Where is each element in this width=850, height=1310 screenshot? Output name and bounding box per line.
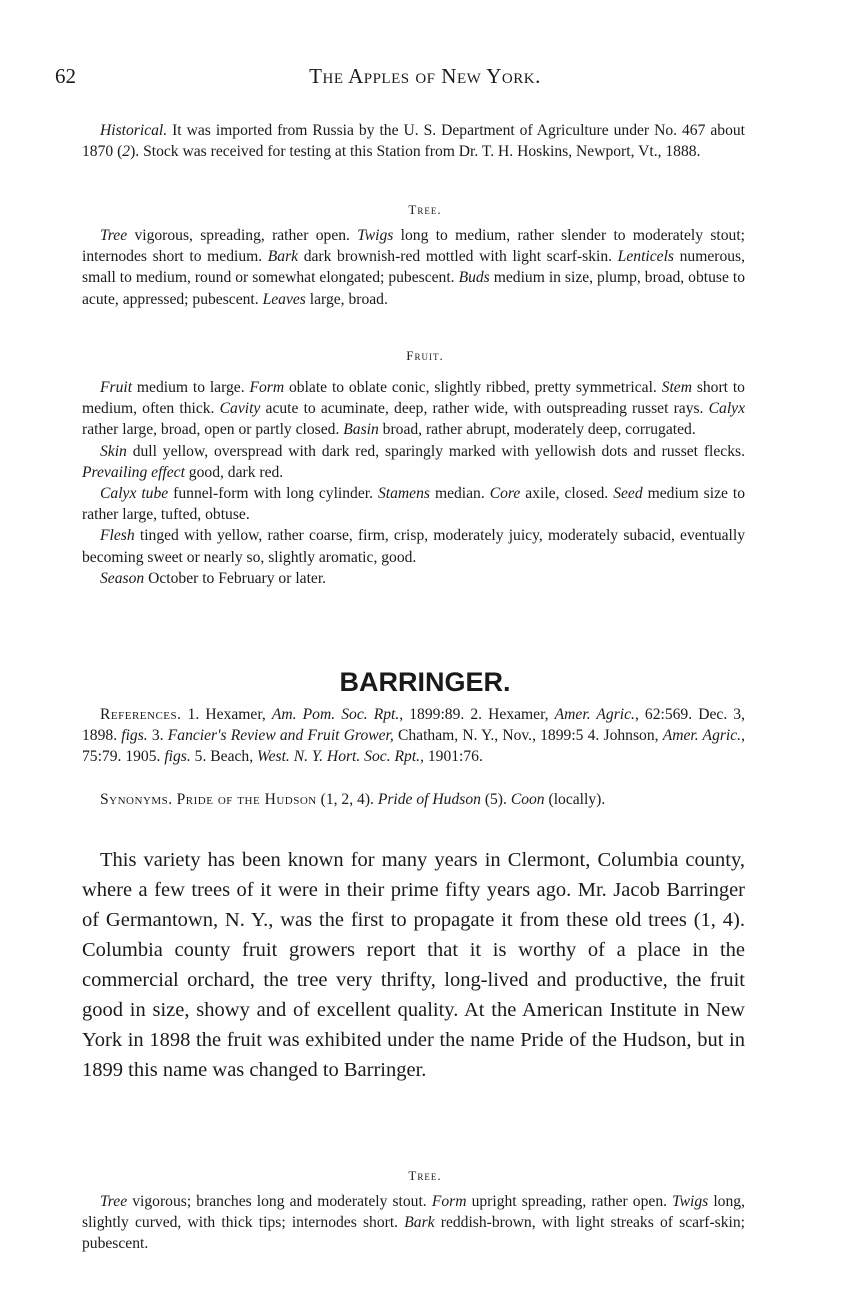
description-paragraph: This variety has been known for many years in Clermont, Columbia county, where a few trees of it were in their prime fifty years ago. Mr. Jacob Barringer of Germantown, N. Y., was the first to propagate it from these old trees (1, 4). Columbia county fruit growers report that it is worthy of a place in the commercial orchard, the tree very thrifty, long-lived and productive, the fruit good in size, showy and of excellent quality. At the American Institute in New York in 1898 the fruit was exhibited under the name Pride of the Hudson, but in 1899 this name was changed to Barringer. [82, 849, 745, 1081]
italic-term: Fancier's Review and Fruit Grower, [167, 727, 394, 745]
italic-term: Basin [343, 421, 379, 439]
page-number: 62 [55, 64, 76, 88]
text-run: vigorous, spreading, rather open. [127, 227, 358, 244]
italic-term: Bark [404, 1214, 435, 1232]
tree-paragraph [82, 225, 745, 310]
italic-term: Lenticels [617, 248, 674, 266]
historical-paragraph [82, 120, 745, 162]
variety-title: BARRINGER. [339, 667, 511, 697]
text-run: funnel-form with long cylinder. [168, 485, 378, 503]
text-run: , 1901:76. [420, 748, 483, 766]
tree-heading-2: Tree. [408, 1168, 442, 1183]
italic-term: Form [431, 1193, 467, 1210]
italic-term: Tree [100, 227, 128, 244]
italic-term: Amer. Agric. [554, 706, 635, 723]
text-run: acute to acuminate, deep, rather wide, with outspreading russet rays. [260, 400, 709, 418]
text-run: upright spreading, rather open. [466, 1193, 673, 1210]
italic-term: Stamens [377, 485, 430, 503]
italic-term: Twigs [672, 1193, 709, 1210]
italic-term: Bark [267, 248, 299, 266]
italic-term: Seed [613, 485, 643, 503]
text-run: short to medium, often thick. [82, 379, 745, 418]
text-run: , 75:79. 1905. [82, 727, 745, 766]
text-run: long to medium, rather slender to moderately stout; internodes short to medium. [82, 227, 745, 266]
text-run: vigorous; branches long and moderately stout. [127, 1193, 432, 1210]
italic-term: Skin [100, 442, 127, 460]
text-run: (1, 2, 4). [316, 791, 378, 808]
text-run: Chatham, N. Y., Nov., 1899:5 4. Johnson, [393, 727, 663, 745]
text-run: axile, closed. [520, 485, 614, 503]
italic-term: Buds [458, 269, 490, 287]
text-run: (locally). [544, 791, 606, 808]
text-run: reddish-brown, with light streaks of scarf-skin; pubescent. [82, 1214, 745, 1253]
text-run: medium size to rather large, tufted, obtuse. [82, 485, 746, 524]
fruit-paragraph [82, 525, 745, 567]
text-run: tinged with yellow, rather coarse, firm, crisp, moderately juicy, moderately subacid, eventually becoming sweet or nearly so, slightly aromatic, good. [82, 527, 745, 566]
text-run: It was imported from Russia by the U. S. Department of Agriculture under No. 467 about 1870 ( [82, 122, 745, 161]
text-run: median. [429, 485, 490, 503]
tree-heading: Tree. [408, 202, 442, 217]
italic-term: Stem [661, 379, 692, 396]
fruit-paragraph [82, 377, 745, 441]
small-caps-term: References. [100, 706, 182, 723]
italic-term: Calyx tube [100, 485, 169, 503]
text-run: ). Stock was received for testing at this Station from Dr. T. H. Hoskins, Newport, Vt., 1888. [130, 143, 701, 161]
text-run: 1. Hexamer, [181, 706, 272, 723]
running-title: The Apples of New York. [309, 64, 541, 88]
text-run: medium in size, plump, broad, obtuse to acute, appressed; pubescent. [82, 269, 745, 308]
italic-term: Historical. [100, 122, 168, 139]
italic-term: 2 [122, 143, 131, 161]
text-run: , 62:569. Dec. 3, 1898. [82, 706, 745, 745]
italic-term: Form [249, 379, 285, 396]
italic-term: Calyx [708, 400, 746, 418]
text-run: , 1899:89. 2. Hexamer, [399, 706, 555, 723]
references-paragraph [82, 704, 745, 768]
italic-term: Cavity [219, 400, 261, 418]
italic-term: Amer. Agric. [662, 727, 742, 745]
italic-term: West. N. Y. Hort. Soc. Rpt. [257, 748, 421, 766]
italic-term: Leaves [262, 290, 306, 308]
text-run: broad, rather abrupt, moderately deep, corrugated. [378, 421, 696, 439]
small-caps-term: Pride of the Hudson [176, 791, 317, 808]
italic-term: Core [489, 485, 521, 503]
italic-term: figs. [164, 748, 191, 766]
text-run: 3. [147, 727, 168, 745]
text-run: large, broad. [305, 290, 388, 308]
fruit-paragraph [82, 483, 745, 525]
text-run: October to February or later. [144, 569, 327, 587]
italic-term: Fruit [100, 379, 133, 396]
italic-term: Coon [510, 791, 545, 808]
italic-term: Flesh [100, 527, 135, 545]
text-run: rather large, broad, open or partly closed. [82, 421, 344, 439]
text-run: 5. Beach, [190, 748, 258, 766]
italic-term: figs. [121, 727, 148, 745]
text-run: oblate to oblate conic, slightly ribbed, pretty symmetrical. [284, 379, 662, 396]
small-caps-term: Synonyms. [100, 791, 173, 808]
synonyms-paragraph [82, 789, 745, 810]
fruit-paragraph [82, 568, 745, 589]
text-run: good, dark red. [184, 463, 284, 481]
italic-term: Pride of Hudson [377, 791, 481, 808]
text-run: dull yellow, overspread with dark red, sparingly marked with yellowish dots and russet flecks. [126, 442, 745, 460]
fruit-section [82, 377, 745, 589]
fruit-paragraph [82, 441, 745, 483]
italic-term: Prevailing effect [82, 463, 185, 481]
fruit-heading: Fruit. [406, 348, 444, 363]
text-run: dark brownish-red mottled with light scarf-skin. [298, 248, 618, 266]
italic-term: Twigs [357, 227, 394, 244]
italic-term: Am. Pom. Soc. Rpt. [271, 706, 400, 723]
text-run: numerous, small to medium, round or somewhat elongated; pubescent. [82, 248, 746, 287]
italic-term: Tree [100, 1193, 128, 1210]
text-run: medium to large. [132, 379, 250, 396]
italic-term: Season [100, 569, 145, 587]
text-run: long, slightly curved, with thick tips; internodes short. [82, 1193, 745, 1232]
tree-paragraph-2 [82, 1191, 745, 1255]
text-run: (5). [480, 791, 511, 808]
